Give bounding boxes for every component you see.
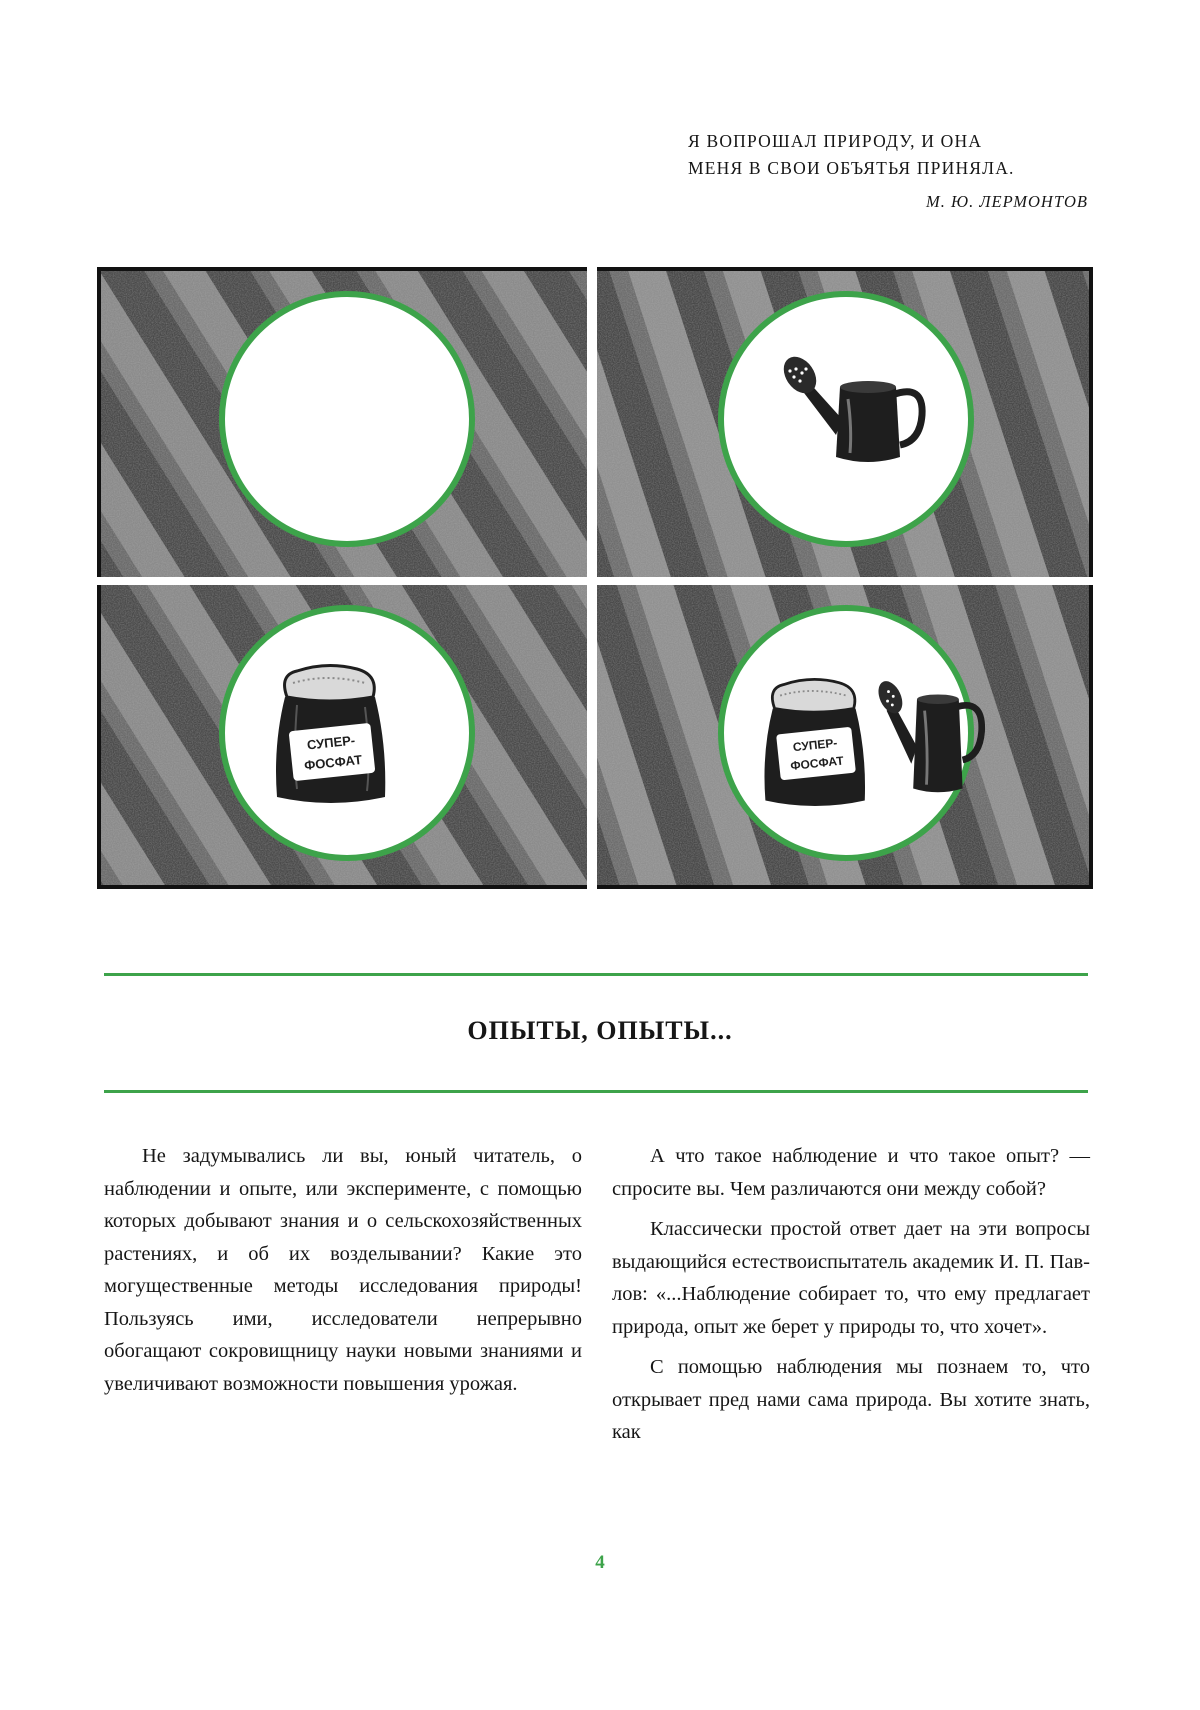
bag-label-line-2: ФОСФАТ [303, 751, 363, 773]
empty-circle [222, 294, 472, 544]
page-title: ОПЫТЫ, ОПЫТЫ... [467, 1016, 733, 1045]
left-paragraph-1: Не задумывались ли вы, юный читатель, о наблюдении и опыте, или эксперименте, с помощью которых добывают знания и о сельскохозяйственных растениях, и об их возделывании? Какие это могущественные методы исследования природы! Пользуясь ими, исследователи непрерывно обогащают сокровищницу науки новыми знаниями и увеличивают возможности повышения урожая. [104, 1145, 582, 1395]
epigraph-line-2: МЕНЯ В СВОИ ОБЪЯТЬЯ ПРИНЯЛА. [688, 158, 1015, 178]
epigraph-line-1: Я ВОПРОШАЛ ПРИРОДУ, И ОНА [688, 131, 983, 151]
bag-label-line-2: ФОСФАТ [789, 753, 845, 774]
heading-rule-bottom [104, 1090, 1088, 1093]
experiment-plots-svg [97, 267, 1093, 889]
fertilizer-bag-icon [276, 665, 385, 803]
bag-label-line-1: СУПЕР- [792, 735, 838, 755]
bag-label-line-1: СУПЕР- [306, 732, 356, 753]
horizontal-divider [97, 577, 1093, 585]
fertilizer-bag-icon [764, 679, 865, 806]
experiment-illustration [97, 267, 1093, 889]
right-paragraph-2: Классически простой ответ дает на эти вопросы выдающийся естествоиспытатель академик И. П. Павлов: «...Наблюдение собирает то, что ему предлагает природа, опыт же берет у природы то, что хочет». [612, 1218, 1090, 1338]
right-column [612, 1140, 1090, 1457]
epigraph [688, 128, 1088, 215]
right-paragraph-1: А что такое наблюдение и что такое опыт? — спросите вы. Чем различаются они между собой? [612, 1145, 1090, 1200]
left-column [104, 1140, 582, 1408]
epigraph-author: М. Ю. ЛЕРМОНТОВ [926, 192, 1088, 211]
page-number: 4 [595, 1552, 605, 1573]
right-paragraph-3: С помощью наблюдения мы познаем то, что открывает пред нами сама природа. Вы хотите знать, как [612, 1356, 1090, 1443]
heading-rule-top [104, 973, 1088, 976]
